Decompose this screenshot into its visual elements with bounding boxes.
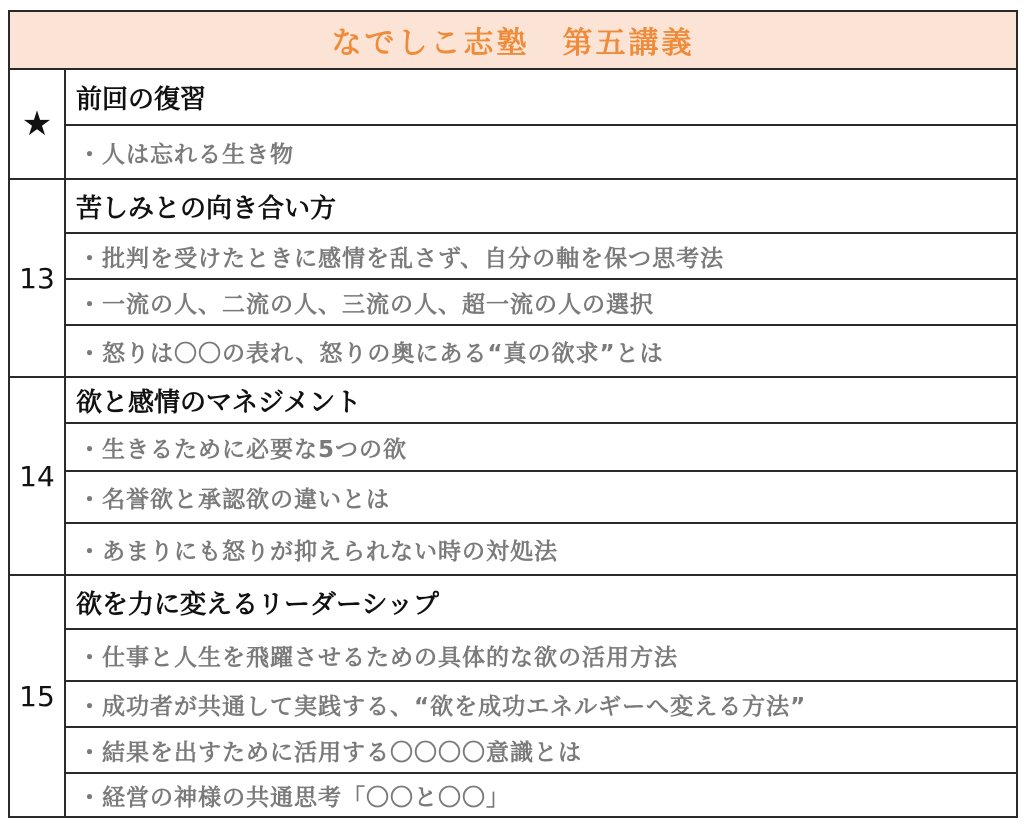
list-item-row	[9, 523, 1017, 575]
list-item: ・名誉欲と承認欲の違いとは	[65, 471, 1017, 523]
list-item-row	[9, 471, 1017, 523]
section-15-heading-row	[9, 575, 1017, 629]
syllabus-sheet	[8, 10, 1016, 818]
list-item-row	[9, 727, 1017, 773]
section-heading: 苦しみとの向き合い方	[65, 179, 1017, 233]
list-item-row	[9, 325, 1017, 377]
list-item: ・怒りは〇〇の表れ、怒りの奥にある“真の欲求”とは	[65, 325, 1017, 377]
list-item: ・一流の人、二流の人、三流の人、超一流の人の選択	[65, 279, 1017, 325]
page-title: なでしこ志塾 第五講義	[9, 11, 1017, 69]
list-item: ・成功者が共通して実践する、“欲を成功エネルギーへ変える方法”	[65, 681, 1017, 727]
section-review-heading-row	[9, 69, 1017, 125]
star-icon: ★	[9, 69, 65, 179]
list-item: ・仕事と人生を飛躍させるための具体的な欲の活用方法	[65, 629, 1017, 681]
list-item: ・あまりにも怒りが抑えられない時の対処法	[65, 523, 1017, 575]
section-number: 14	[9, 377, 65, 575]
section-heading: 欲を力に変えるリーダーシップ	[65, 575, 1017, 629]
section-heading: 前回の復習	[65, 69, 1017, 125]
title-row	[9, 11, 1017, 69]
list-item-row	[9, 681, 1017, 727]
section-14-heading-row	[9, 377, 1017, 423]
list-item: ・生きるために必要な5つの欲	[65, 423, 1017, 471]
list-item-row	[9, 233, 1017, 279]
section-number: 15	[9, 575, 65, 817]
syllabus-table	[8, 10, 1018, 818]
list-item-row	[9, 629, 1017, 681]
section-heading: 欲と感情のマネジメント	[65, 377, 1017, 423]
list-item: ・人は忘れる生き物	[65, 125, 1017, 179]
section-number: 13	[9, 179, 65, 377]
list-item: ・経営の神様の共通思考「〇〇と〇〇」	[65, 773, 1017, 817]
list-item-row	[9, 125, 1017, 179]
list-item-row	[9, 279, 1017, 325]
list-item: ・批判を受けたときに感情を乱さず、自分の軸を保つ思考法	[65, 233, 1017, 279]
section-13-heading-row	[9, 179, 1017, 233]
list-item: ・結果を出すために活用する〇〇〇〇意識とは	[65, 727, 1017, 773]
list-item-row	[9, 423, 1017, 471]
list-item-row	[9, 773, 1017, 817]
